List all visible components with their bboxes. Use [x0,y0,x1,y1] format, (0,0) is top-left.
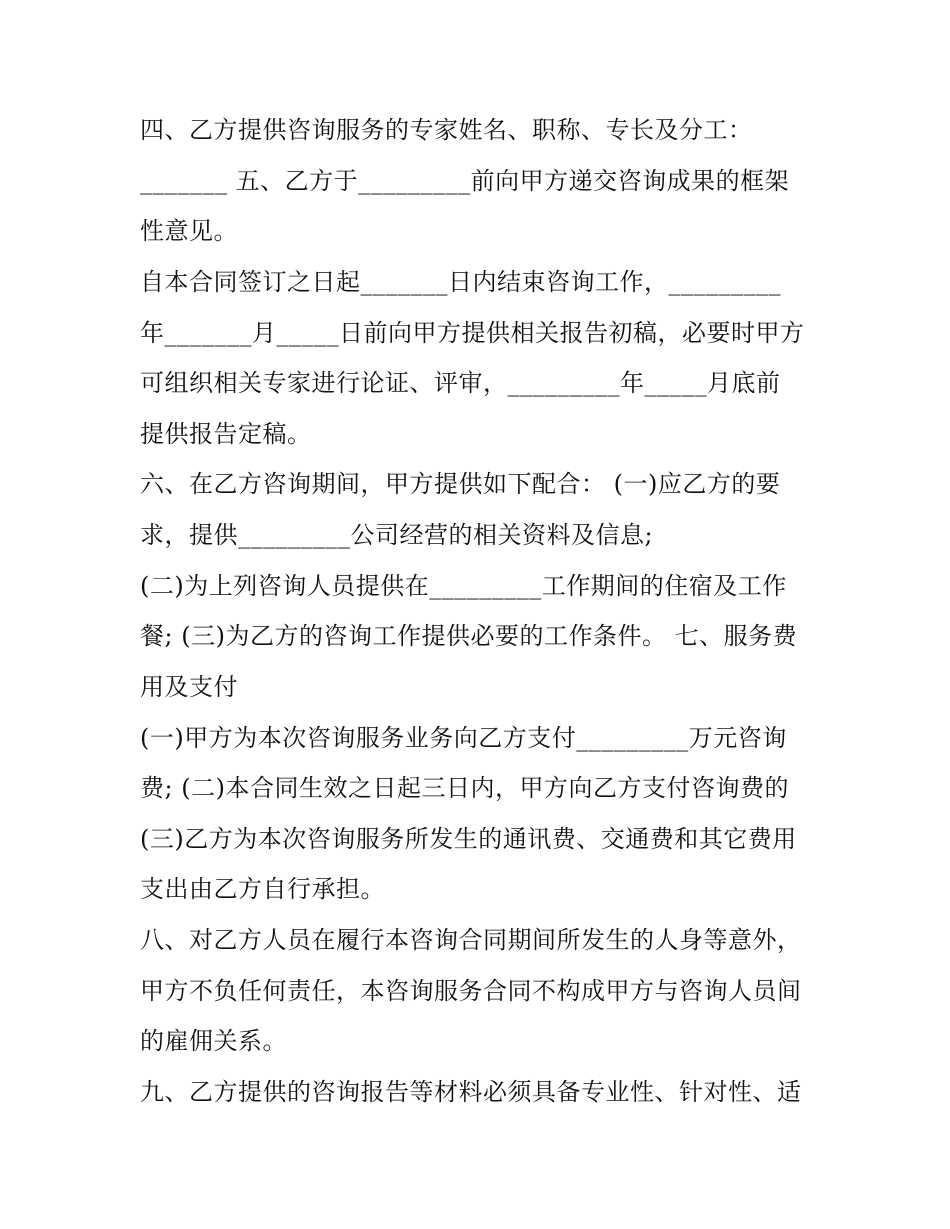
text-line: 九、乙方提供的咨询报告等材料必须具备专业性、针对性、适 [140,1078,802,1106]
text-line: _______ 五、乙方于_________前向甲方递交咨询成果的框架 [140,167,790,195]
text-line: 年_______月_____日前向甲方提供相关报告初稿，必要时甲方 [140,319,805,347]
text-line: 可组织相关专家进行论证、评审，_________年_____月底前 [140,369,781,397]
text-line: 四、乙方提供咨询服务的专家姓名、职称、专长及分工： [140,116,753,144]
text-line: 性意见。 [140,217,238,245]
text-line: 餐; (三)为乙方的咨询工作提供必要的工作条件。 七、服务费 [140,622,798,650]
text-line: 六、在乙方咨询期间，甲方提供如下配合： (一)应乙方的要 [140,470,781,498]
text-line: 的雇佣关系。 [140,1027,287,1055]
text-line: 用及支付 [140,673,238,701]
text-line: 支出由乙方自行承担。 [140,875,385,903]
text-line: 自本合同签订之日起_______日内结束咨询工作，_________ [140,268,781,296]
text-line: 甲方不负任何责任，本咨询服务合同不构成甲方与咨询人员间 [140,977,802,1005]
text-line: 费; (二)本合同生效之日起三日内，甲方向乙方支付咨询费的 [140,774,789,802]
text-line: (三)乙方为本次咨询服务所发生的通讯费、交通费和其它费用 [140,825,797,853]
text-line: 八、对乙方人员在履行本咨询合同期间所发生的人身等意外， [140,926,802,954]
text-line: (一)甲方为本次咨询服务业务向乙方支付_________万元咨询 [140,724,787,752]
text-line: 提供报告定稿。 [140,420,312,448]
text-line: 求，提供_________公司经营的相关资料及信息; [140,521,654,549]
text-line: (二)为上列咨询人员提供在_________工作期间的住宿及工作 [140,572,787,600]
